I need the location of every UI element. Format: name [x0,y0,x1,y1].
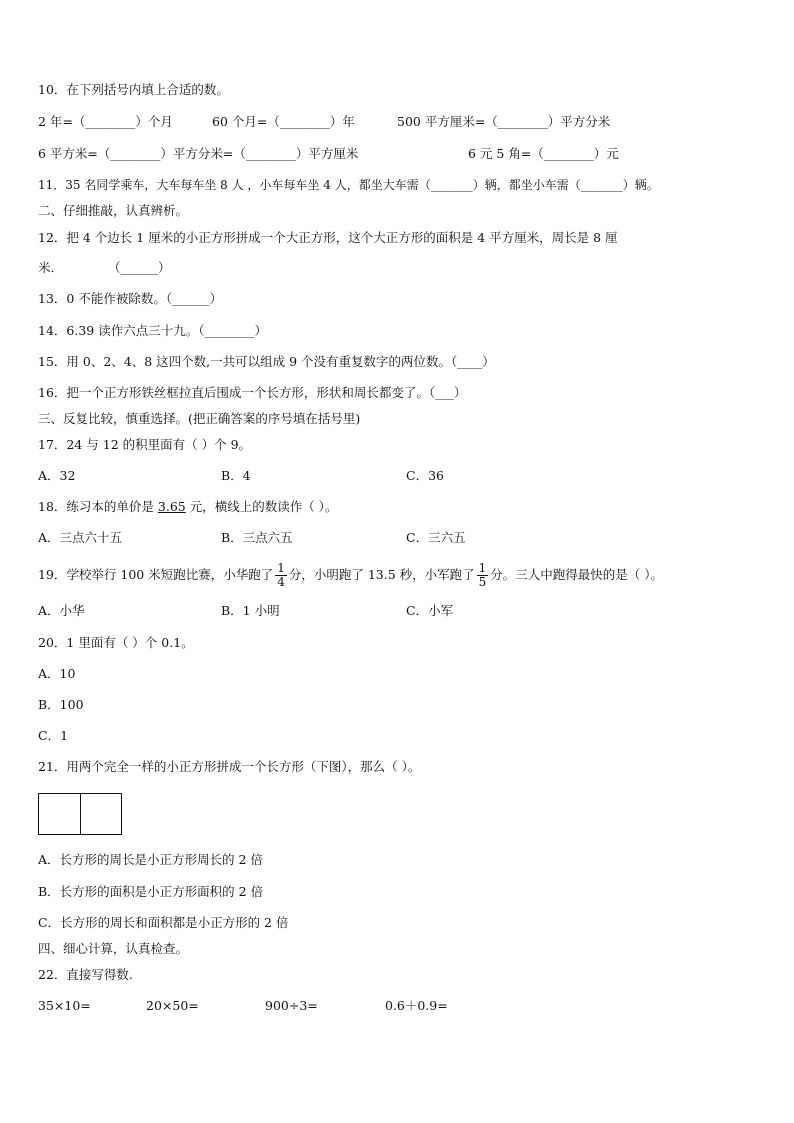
q18-stem-post: 元，横线上的数读作（ ）。 [185,499,338,514]
question-19 [38,560,663,590]
calc-item: 35×10= [38,998,91,1013]
question-12-line1: 12．把 4 个边长 1 厘米的小正方形拼成一个大正方形，这个大正方形的面积是 4 平方厘米，周长是 8 厘 [38,230,618,245]
option-c: C．小军 [406,603,454,618]
question-21: 21．用两个完全一样的小正方形拼成一个长方形（下图），那么（ ）。 [38,759,421,774]
question-18 [38,499,337,515]
q10-blank-item: 60 个月=（________）年 [212,114,355,129]
section-heading: 三、反复比较，慎重选择。(把正确答案的序号填在括号里) [38,411,361,426]
question-13: 13．0 不能作被除数。（______） [38,291,223,306]
option-a: A．小华 [38,603,85,618]
option-b: B．长方形的面积是小正方形面积的 2 倍 [38,884,264,899]
fraction-one-quarter [275,562,287,589]
q10-blank-item: 2 年=（________）个月 [38,114,173,129]
option-c: C．长方形的周长和面积都是小正方形的 2 倍 [38,915,289,930]
q19-stem-a: 19．学校举行 100 米短跑比赛，小华跑了 [38,567,274,582]
question-12-blank: （______） [108,260,171,275]
section-heading: 四、细心计算，认真检查。 [38,941,189,956]
q19-stem-c: 分。三人中跑得最快的是（ ）。 [490,567,664,582]
q19-stem-b: 分，小明跑了 13.5 秒，小军跑了 [288,567,475,582]
left-square [39,794,81,834]
option-b: B．100 [38,697,84,712]
option-a: A．三点六十五 [38,530,123,545]
option-b: B．1 小明 [221,603,280,618]
question-12-line2: 米． [38,260,64,275]
calc-item: 20×50= [146,998,199,1013]
fraction-numerator: 1 [478,561,487,575]
option-b: B．4 [221,468,251,483]
section-heading: 二、仔细推敲，认真辨析。 [38,203,189,218]
option-b: B．三点六五 [221,530,293,545]
question-20: 20．1 里面有（ ）个 0.1。 [38,635,194,650]
fraction-denominator: 4 [277,575,285,589]
question-15: 15．用 0、2、4、8 这四个数,一共可以组成 9 个没有重复数字的两位数。（____） [38,354,495,369]
question-14: 14．6.39 读作六点三十九。（________） [38,323,267,338]
calc-item: 0.6＋0.9= [385,998,448,1013]
option-a: A．长方形的周长是小正方形周长的 2 倍 [38,852,263,867]
q10-blank-item: 6 平方米=（________）平方分米=（________）平方厘米 [38,146,359,161]
question-10-title: 10．在下列括号内填上合适的数。 [38,82,229,97]
question-16: 16．把一个正方形铁丝框拉直后围成一个长方形，形状和周长都变了。（___） [38,385,467,400]
question-22: 22．直接写得数. [38,967,133,982]
q10-blank-item: 500 平方厘米=（________）平方分米 [397,114,611,129]
q10-blank-item: 6 元 5 角=（________）元 [468,146,619,161]
q18-underlined-number: 3.65 [157,499,186,514]
option-c: C．36 [406,468,444,483]
q18-stem-pre: 18．练习本的单价是 [38,499,158,514]
fraction-denominator: 5 [478,575,487,589]
option-c: C．三六五 [406,530,466,545]
fraction-numerator: 1 [277,561,285,575]
option-a: A．32 [38,468,76,483]
fraction-one-fifth [477,562,489,589]
option-a: A．10 [38,666,76,681]
question-11: 11．35 名同学乘车，大车每车坐 8 人 ，小车每车坐 4 人，都坐大车需（_______）辆，都坐小车需（_______）辆。 [38,178,659,192]
calc-item: 900÷3= [265,998,318,1013]
right-square [81,794,123,834]
option-c: C．1 [38,728,69,743]
question-17: 17．24 与 12 的积里面有（ ）个 9。 [38,437,252,452]
two-squares-rectangle-figure [38,793,122,835]
